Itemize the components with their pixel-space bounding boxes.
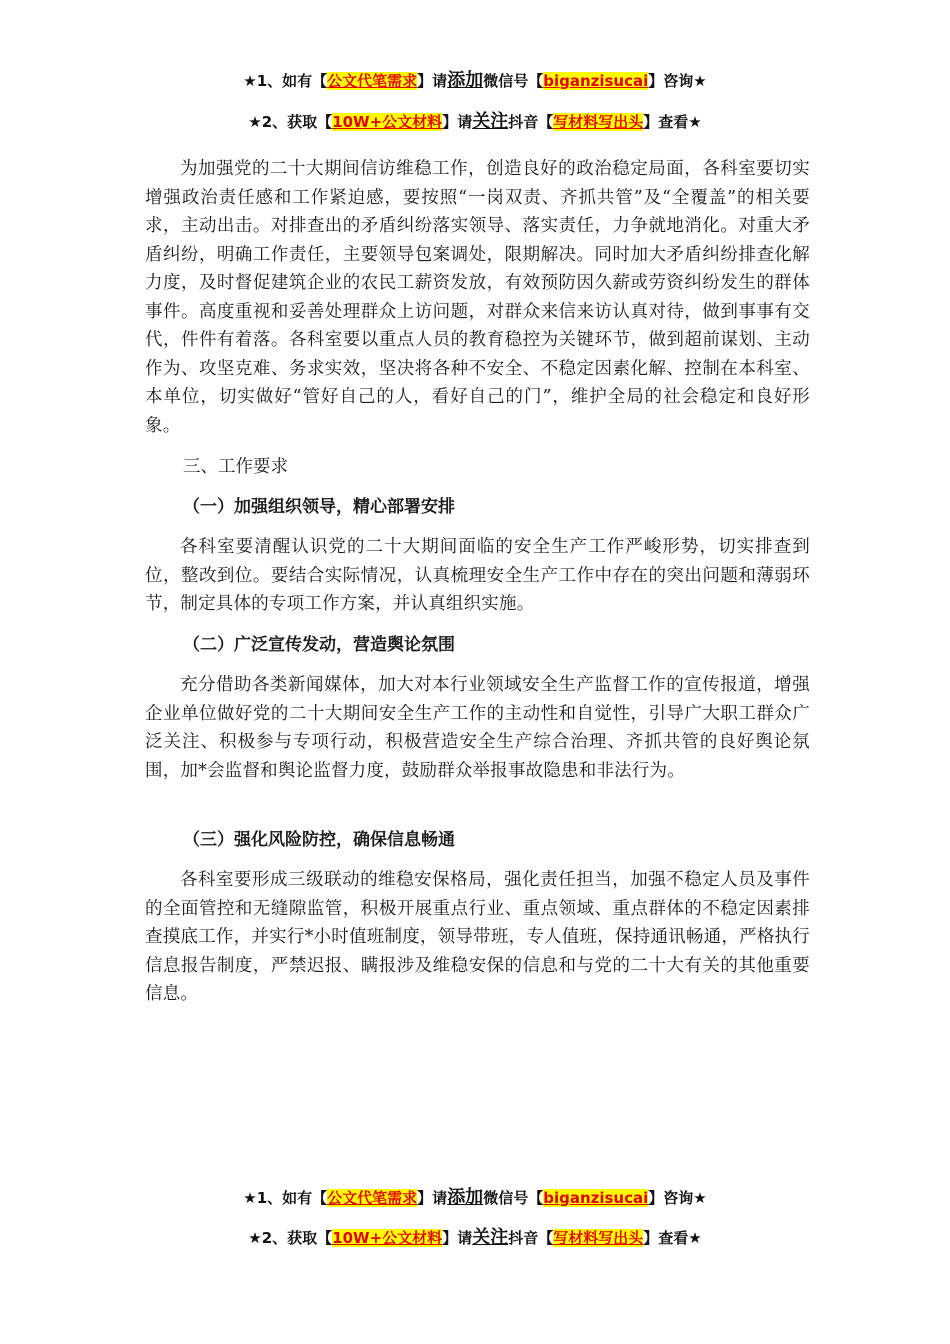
promo-prefix: ★2、获取【 [248,113,333,131]
promo-text: 微信号【 [483,1189,544,1207]
promo-highlight: 公文代笔需求 [327,72,418,90]
promo-prefix: ★1、如有【 [243,72,328,90]
promo-text: 】请 [442,113,473,131]
promo-text: 】请 [442,1229,473,1247]
promo-highlight: 公文代笔需求 [327,1189,418,1207]
promo-highlight: 10W+公文材料 [332,1229,443,1247]
promo-prefix: ★2、获取【 [248,1229,333,1247]
promo-emphasis: 添加 [447,1187,484,1208]
promo-text: 微信号【 [483,72,544,90]
subsection-1-body [145,533,810,619]
intro-paragraph [145,155,810,440]
promo-wechat-id[interactable]: biganzisucai [543,1189,649,1207]
subsection-1-title: （一）加强组织领导，精心部署安排 [183,497,455,517]
promo-suffix: 】查看★ [643,1229,702,1247]
promo-text: 抖音【 [508,113,554,131]
subsection-2-body [145,671,810,785]
promo-emphasis: 关注 [472,111,509,132]
intro-text: 为加强党的二十大期间信访维稳工作，创造良好的政治稳定局面，各科室要切实增强政治责任感和工作紧迫感，要按照“一岗双责、齐抓共管”及“全覆盖”的相关要求，主动出击。对排查出的矛盾纠纷落实领导、落实责任，力争就地消化。对重大矛盾纠纷，明确工作责任，主要领导包案调处，限期解决。同时加大矛盾纠纷排查化解力度，及时督促建筑企业的农民工薪资发放，有效预防因久薪或劳资纠纷发生的群体事件。高度重视和妥善处理群众上访问题，对群众来信来访认真对待，做到事事有交代，件件有着落。各科室要以重点人员的教育稳控为关键环节，做到超前谋划、主动作为、攻坚克难、务求实效，坚决将各种不安全、不稳定因素化解、控制在本科室、本单位，切实做好“管好自己的人，看好自己的门”，维护全局的社会稳定和良好形象。 [145,159,810,436]
promo-prefix: ★1、如有【 [243,1189,328,1207]
promo-highlight: 10W+公文材料 [332,113,443,131]
promo-suffix: 】查看★ [643,113,702,131]
section-3-title: 三、工作要求 [183,457,288,477]
promo-emphasis: 关注 [472,1227,509,1248]
promo-text: 】请 [417,1189,448,1207]
promo-emphasis: 添加 [447,70,484,91]
subsection-3-body [145,866,810,1009]
promo-suffix: 】咨询★ [648,72,707,90]
subsection-3-title: （三）强化风险防控，确保信息畅通 [183,830,455,850]
promo-text: 】请 [417,72,448,90]
promo-douyin-account[interactable]: 写材料写出头 [553,1229,644,1247]
promo-suffix: 】咨询★ [648,1189,707,1207]
promo-text: 抖音【 [508,1229,554,1247]
promo-line-1-top [0,70,950,92]
promo-wechat-id[interactable]: biganzisucai [543,72,649,90]
subsection-2-text: 充分借助各类新闻媒体，加大对本行业领域安全生产监督工作的宣传报道，增强企业单位做好党的二十大期间安全生产工作的主动性和自觉性，引导广大职工群众广泛关注、积极参与专项行动，积极营造安全生产综合治理、齐抓共管的良好舆论氛围，加*会监督和舆论监督力度，鼓励群众举报事故隐患和非法行为。 [145,675,810,781]
promo-line-2-bottom [0,1227,950,1249]
promo-douyin-account[interactable]: 写材料写出头 [553,113,644,131]
subsection-2-title: （二）广泛宣传发动，营造舆论氛围 [183,635,455,655]
promo-line-2-top [0,111,950,133]
subsection-1-text: 各科室要清醒认识党的二十大期间面临的安全生产工作严峻形势，切实排查到位，整改到位。要结合实际情况，认真梳理安全生产工作中存在的突出问题和薄弱环节，制定具体的专项工作方案，并认真组织实施。 [145,537,810,614]
subsection-3-text: 各科室要形成三级联动的维稳安保格局，强化责任担当，加强不稳定人员及事件的全面管控和无缝隙监管，积极开展重点行业、重点领域、重点群体的不稳定因素排查摸底工作，并实行*小时值班制度，领导带班，专人值班，保持通讯畅通，严格执行信息报告制度，严禁迟报、瞒报涉及维稳安保的信息和与党的二十大有关的其他重要信息。 [145,870,810,1004]
promo-line-1-bottom [0,1187,950,1209]
